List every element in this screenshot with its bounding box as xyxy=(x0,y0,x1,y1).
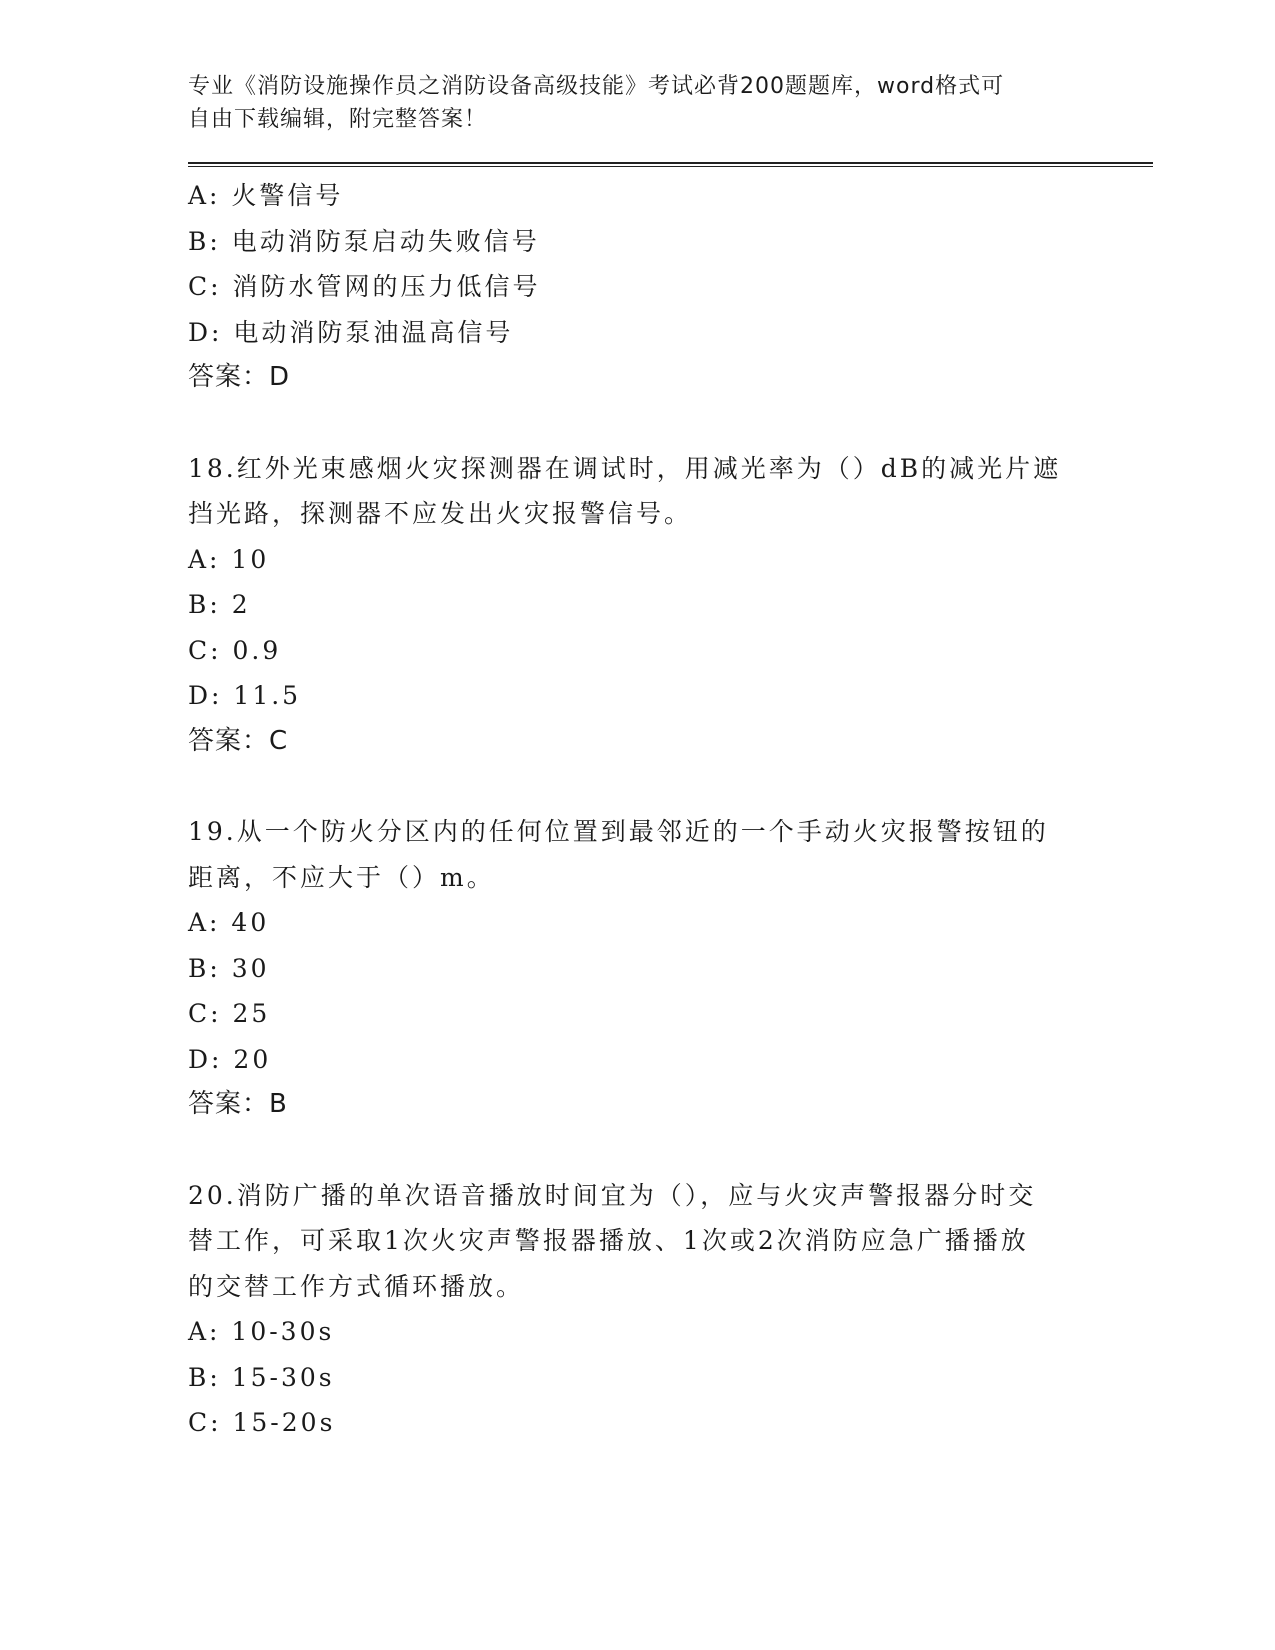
option-a: A: 10 xyxy=(188,544,270,574)
header-line-2: 自由下载编辑，附完整答案！ xyxy=(188,107,488,132)
option-a: A: 40 xyxy=(188,908,270,937)
question-17 xyxy=(188,173,1148,401)
document-page xyxy=(188,70,1148,1446)
question-stem-line-2: 距离，不应大于（）m。 xyxy=(188,862,495,892)
option-d: D: 20 xyxy=(188,1044,272,1074)
question-stem-line-1: 20.消防广播的单次语音播放时间宜为（），应与火灾声警报器分时交 xyxy=(188,1180,1037,1210)
question-20 xyxy=(188,1173,1148,1446)
question-list xyxy=(188,173,1148,1446)
option-d: D: 电动消防泵油温高信号 xyxy=(188,317,514,347)
answer: 答案：B xyxy=(188,1089,288,1119)
option-c: C: 15-20s xyxy=(188,1408,336,1437)
header-divider xyxy=(188,162,1153,167)
question-stem-line-2: 挡光路，探测器不应发出火灾报警信号。 xyxy=(188,499,693,528)
document-header xyxy=(188,70,1068,136)
option-a: A: 10-30s xyxy=(188,1317,335,1346)
question-stem-line-1: 18.红外光束感烟火灾探测器在调试时，用减光率为（）dB的减光片遮 xyxy=(188,453,1062,483)
question-stem-line-1: 19.从一个防火分区内的任何位置到最邻近的一个手动火灾报警按钮的 xyxy=(188,817,1049,846)
question-stem-line-2: 替工作，可采取1次火灾声警报器播放、1次或2次消防应急广播播放 xyxy=(188,1226,1029,1255)
answer: 答案：D xyxy=(188,362,291,392)
question-stem-line-3: 的交替工作方式循环播放。 xyxy=(188,1271,525,1301)
option-d: D: 11.5 xyxy=(188,681,302,710)
question-18 xyxy=(188,446,1148,765)
option-c: C: 消防水管网的压力低信号 xyxy=(188,272,541,301)
option-b: B: 30 xyxy=(188,953,270,983)
option-b: B: 电动消防泵启动失败信号 xyxy=(188,226,540,256)
option-b: B: 2 xyxy=(188,590,251,619)
option-c: C: 25 xyxy=(188,999,271,1028)
option-a: A: 火警信号 xyxy=(188,181,344,210)
option-b: B: 15-30s xyxy=(188,1362,335,1392)
answer: 答案：C xyxy=(188,725,289,756)
option-c: C: 0.9 xyxy=(188,635,282,665)
question-19 xyxy=(188,809,1148,1128)
header-line-1: 专业《消防设施操作员之消防设备高级技能》考试必背200题题库，word格式可 xyxy=(188,74,1005,99)
